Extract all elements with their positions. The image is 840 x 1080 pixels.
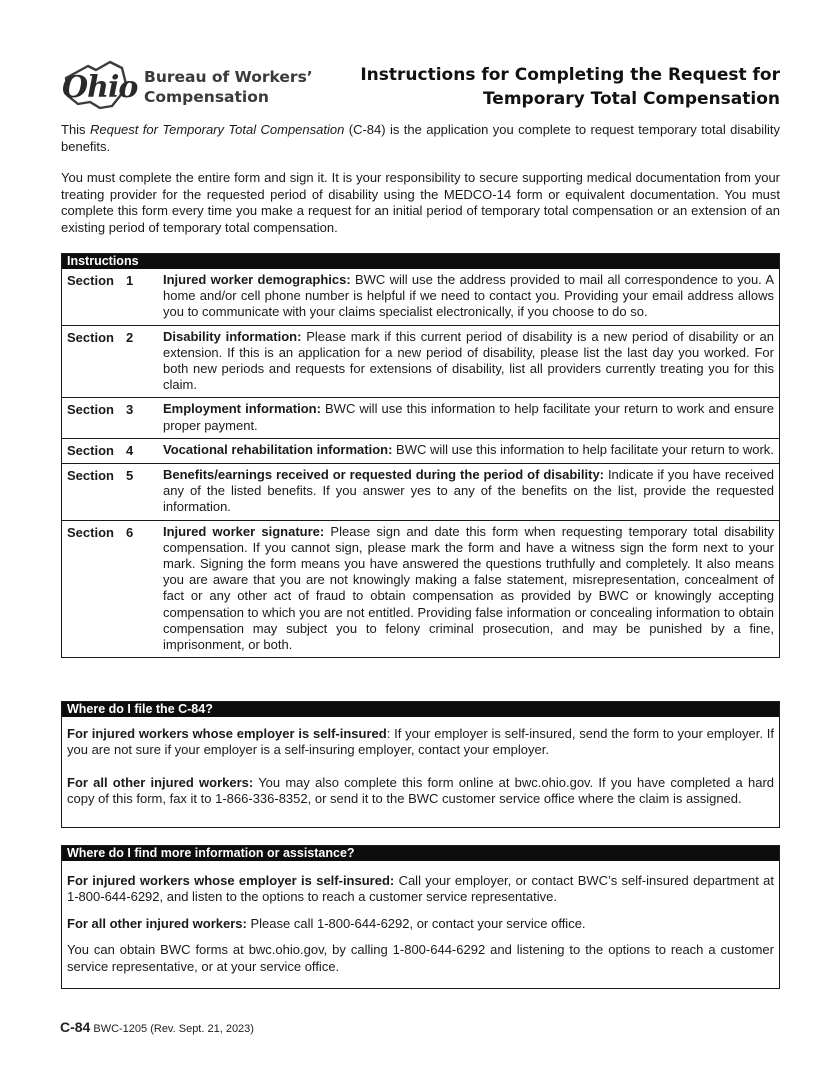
intro-paragraph-1: This Request for Temporary Total Compensation (C-84) is the application you complete to request temporary total disability benefits. <box>61 122 781 154</box>
help-other-workers-paragraph: For all other injured workers: Please call 1-800-644-6292, or contact your service office. <box>67 915 586 931</box>
file-self-insured-paragraph: For injured workers whose employer is self-insured: If your employer is self-insured, send the form to your employer. If you are not sure if your employer is a self-insuring employer, contact your employer. <box>67 726 775 758</box>
page-title-line1: Instructions for Completing the Request for <box>360 65 780 85</box>
page-title <box>340 63 780 111</box>
form-footer <box>60 1019 254 1035</box>
instruction-row-section-5: Section 5 Benefits/earnings received or requested during the period of disability: Indicate if you have received any of the listed benefits. If you answer yes to any of the benefits on the list, provide the requested information. <box>62 463 779 520</box>
ohio-script-logo: Ohio <box>62 70 138 105</box>
instruction-row-section-3: Section 3 Employment information: BWC will use this information to help facilitate your return to work and ensure proper payment. <box>62 397 779 437</box>
agency-name-line2: Compensation <box>144 88 269 106</box>
help-forms-paragraph: You can obtain BWC forms at bwc.ohio.gov, by calling 1-800-644-6292 and listening to the options to reach a customer service representative, or at your service office. <box>67 942 774 974</box>
page-title-line2: Temporary Total Compensation <box>482 89 780 109</box>
agency-name <box>144 67 313 107</box>
instructions-table <box>61 253 780 658</box>
where-to-file-heading: Where do I file the C-84? <box>62 702 779 717</box>
bwc-logo <box>60 58 320 112</box>
file-other-workers-paragraph: For all other injured workers: You may also complete this form online at bwc.ohio.gov. If you have completed a hard copy of this form, fax it to 1-866-336-8352, or send it to the BWC customer service office where the claim is assigned. <box>67 774 774 807</box>
instruction-row-section-2: Section 2 Disability information: Please mark if this current period of disability is a new period of disability or an extension. If this is an application for a new period of disability, please list the last day you worked. For both new periods and requests for extensions of disability, list all providers currently treating you for this claim. <box>62 325 779 398</box>
instruction-row-section-4: Section 4 Vocational rehabilitation information: BWC will use this information to help facilitate your return to work. <box>62 438 779 463</box>
help-self-insured-paragraph: For injured workers whose employer is self-insured: Call your employer, or contact BWC’s self-insured department at 1-800-644-6292, and listen to the options to reach a customer service representative. <box>67 873 774 905</box>
form-name: Request for Temporary Total Compensation <box>89 122 345 137</box>
instructions-heading: Instructions <box>62 254 779 269</box>
instruction-row-section-6: Section 6 Injured worker signature: Please sign and date this form when requesting temporary total disability compensation. If you cannot sign, please mark the form and have a witness sign the form next to your mark. Signing the form means you have answered the questions truthfully and completely. It also means you are aware that you are not knowingly making a false statement, misrepresentation, concealment of fact or any other act of fraud to obtain compensation as provided by BWC or knowingly accepting compensation to which you are not entitled. Providing false information or concealing information to obtain compensation may subject you to felony criminal prosecution, and may be punished by a fine, imprisonment, or both. <box>62 520 779 658</box>
instruction-row-section-1: Section 1 Injured worker demographics: BWC will use the address provided to mail all correspondence to you. A home and/or cell phone number is helpful if we need to contact you. Providing your email address allows you to communicate with your claims specialist electronically, if you choose to do so. <box>67 272 775 320</box>
more-information-heading: Where do I find more information or assistance? <box>62 846 779 861</box>
intro-paragraph-2: You must complete the entire form and sign it. It is your responsibility to secure supporting medical documentation from your treating provider for the requested period of disability using the MEDCO-14 form or equivalent documentation. You must complete this form every time you make a request for an initial period of temporary total compensation or an extension of an existing period of temporary total compensation. <box>61 170 780 235</box>
where-to-file-box <box>61 701 780 828</box>
form-code: C-84 <box>60 1019 91 1035</box>
more-information-box <box>61 845 780 989</box>
form-revision: BWC-1205 (Rev. Sept. 21, 2023) <box>93 1023 254 1035</box>
agency-name-line1: Bureau of Workers’ <box>144 68 313 86</box>
